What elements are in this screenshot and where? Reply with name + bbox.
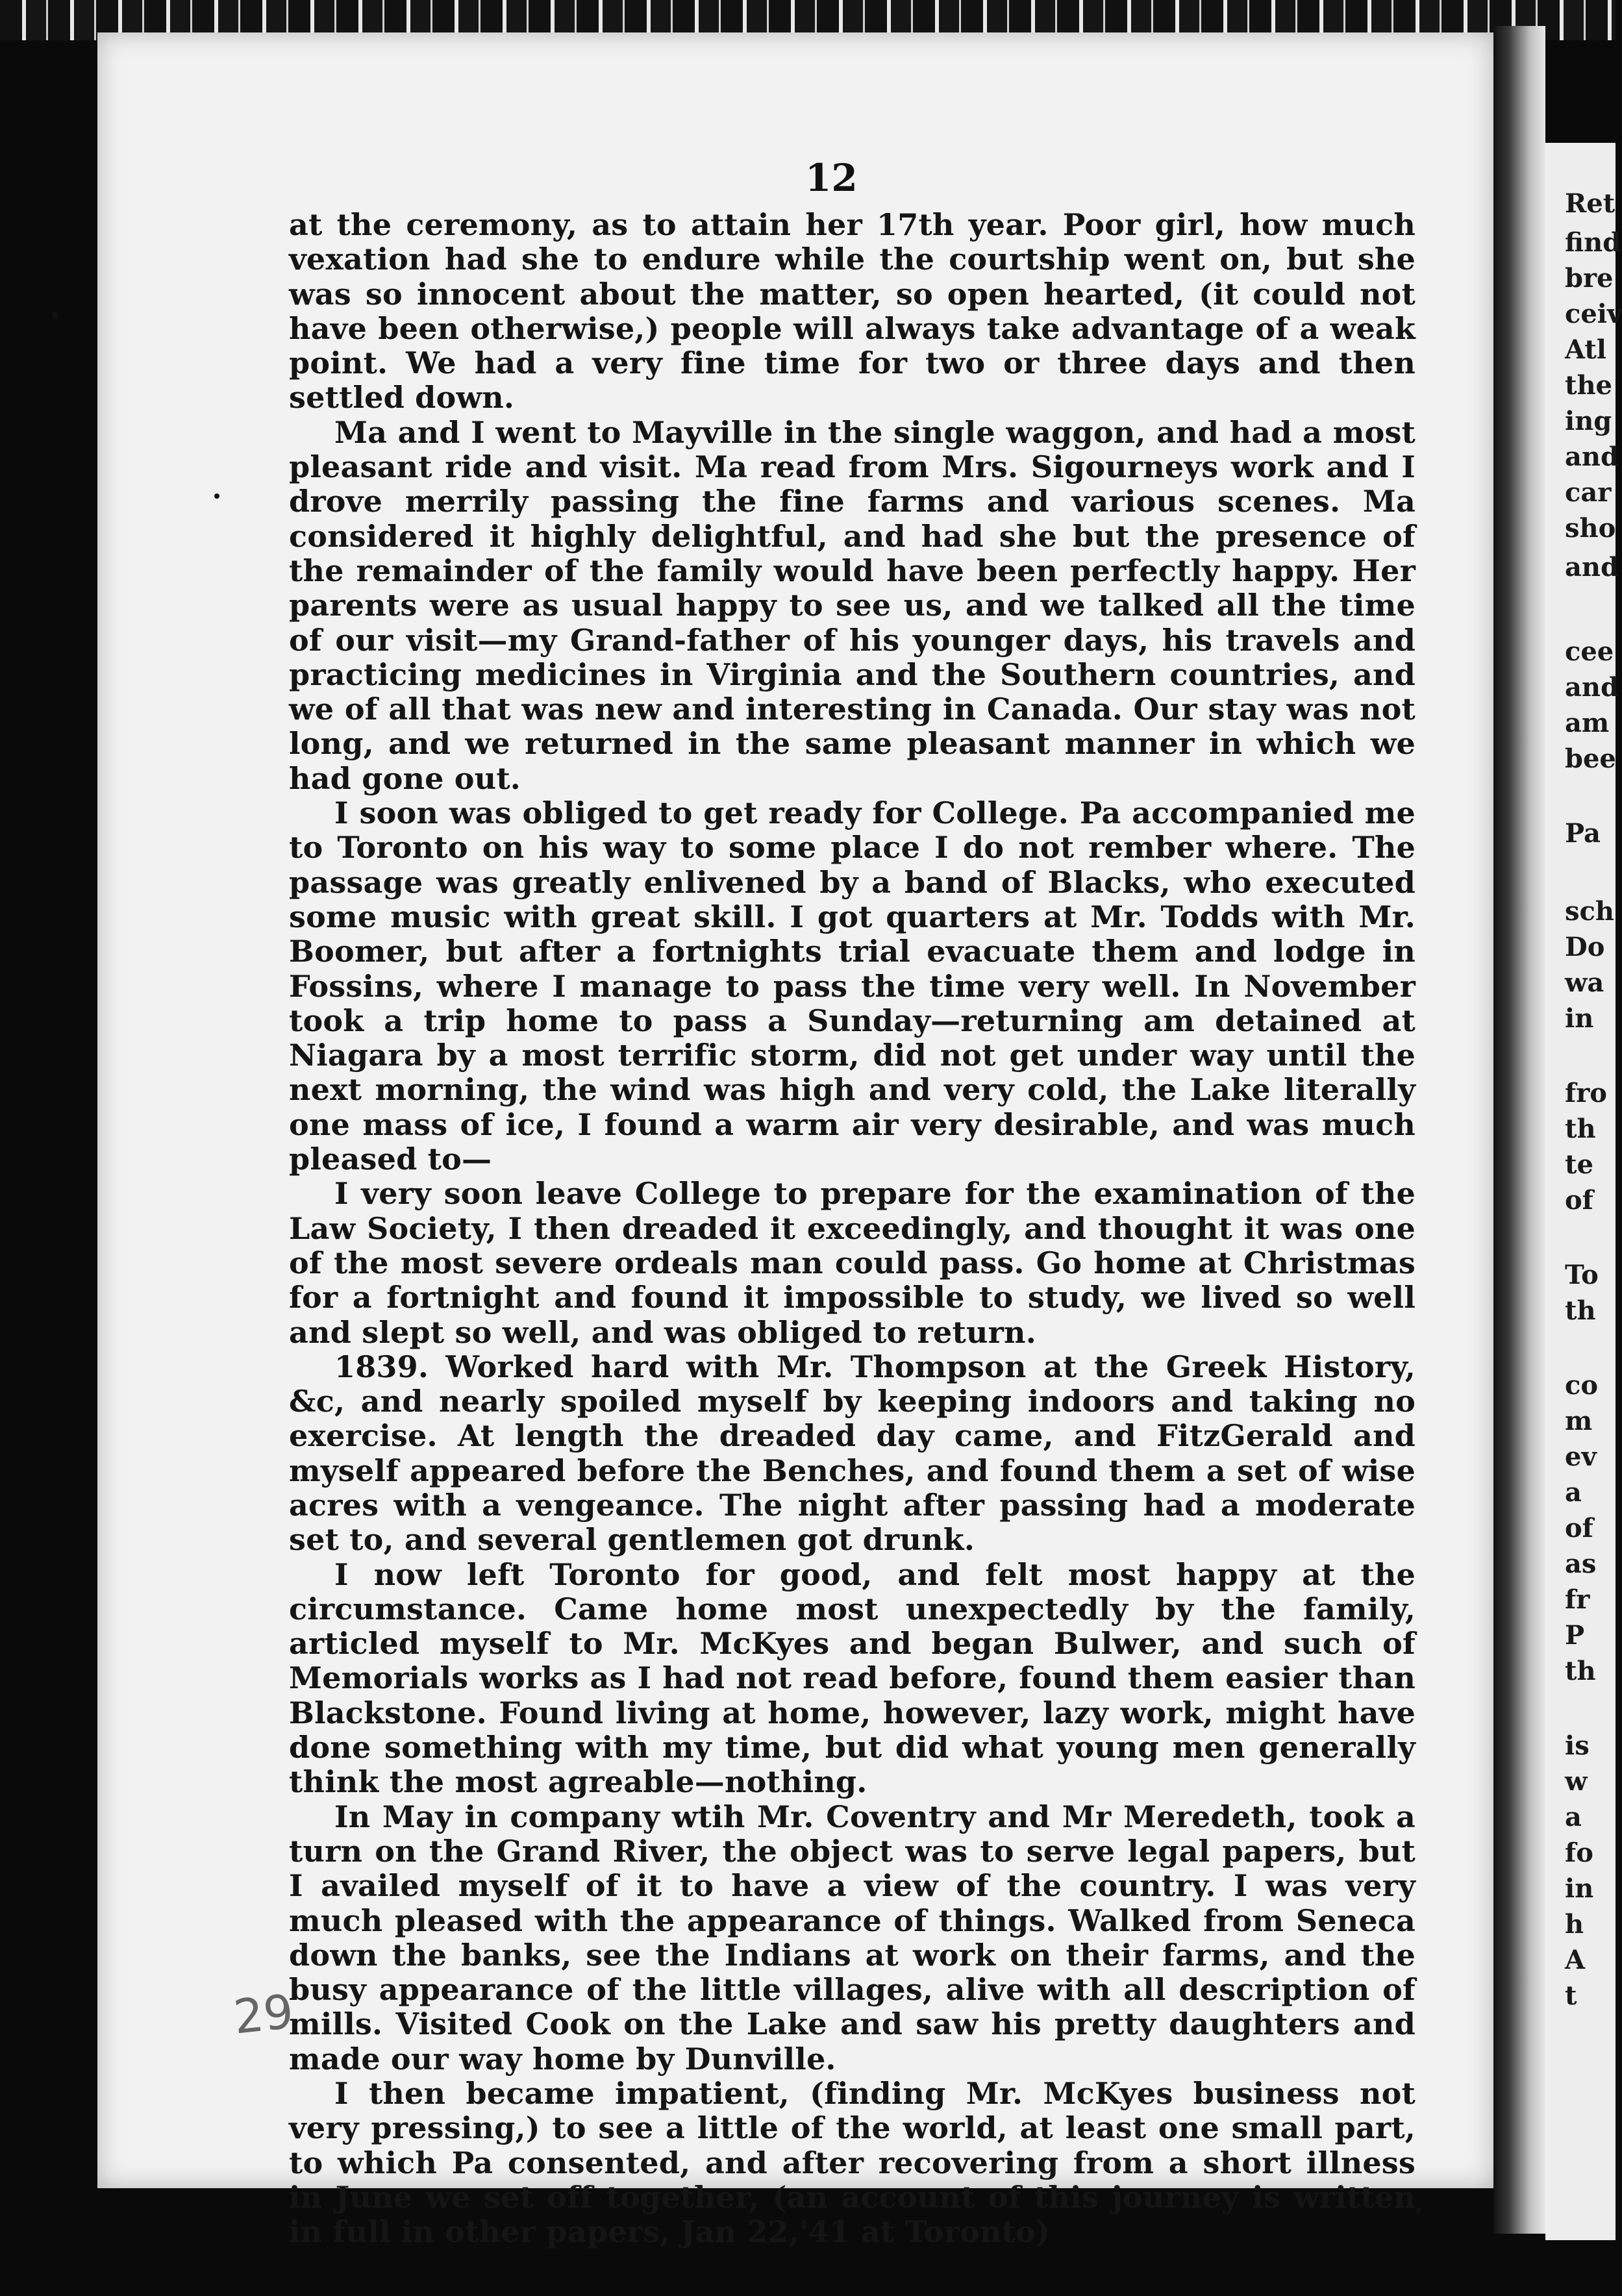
- facing-page-fragment: bee: [1565, 743, 1616, 774]
- facing-page-fragment: is: [1565, 1730, 1590, 1761]
- facing-page-fragment: Ret: [1565, 188, 1616, 219]
- facing-page-fragment: P: [1565, 1620, 1585, 1651]
- facing-page-edge: [1545, 143, 1622, 2240]
- facing-page-fragment: a: [1565, 1477, 1582, 1508]
- facing-page-fragment: w: [1565, 1766, 1588, 1797]
- paragraph: I now left Toronto for good, and felt most happy at the circumstance. Came home most unexpectedly by the family, articled myself to Mr. McKyes and began Bulwer, and such of Memorials works as I had not read before, found them easier than Blackstone. Found living at home, however, lazy work, might have done something with my time, but did what young men generally think the most agreable—nothing.: [289, 1556, 1416, 1800]
- facing-page-fragment: as: [1565, 1549, 1597, 1579]
- paragraph: I soon was obliged to get ready for College. Pa accompanied me to Toronto on his way to some place I do not rember where. The passage was greatly enlivened by a band of Blacks, who executed some music with great skill. I got quarters at Mr. Todds with Mr. Boomer, but after a fortnights trial evacuate them and lodge in Fossins, where I manage to pass the time very well. In November took a trip home to pass a Sunday—returning am detained at Niagara by a most terrific storm, did not get under way until the next morning, the wind was high and very cold, the Lake literally one mass of ice, I found a warm air very desirable, and was much pleased to—: [289, 795, 1416, 1177]
- facing-page-fragment: in: [1565, 1873, 1594, 1904]
- body-text: [289, 208, 1416, 2250]
- paragraph: at the ceremony, as to attain her 17th year. Poor girl, how much vexation had she to endure while the courtship went on, but she was so innocent about the matter, so open hearted, (it could not have been otherwise,) people will always take advantage of a weak point. We had a very fine time for two or three days and then settled down.: [289, 207, 1416, 416]
- facing-page-fragment: and: [1565, 672, 1619, 703]
- facing-page-fragment: th: [1565, 1114, 1596, 1144]
- facing-page-fragment: th: [1565, 1656, 1596, 1686]
- facing-page-fragment: te: [1565, 1149, 1593, 1180]
- facing-page-fragment: fr: [1565, 1584, 1590, 1615]
- facing-page-fragment: th: [1565, 1295, 1596, 1326]
- facing-page-fragment: find: [1565, 227, 1621, 258]
- page-number: 12: [805, 156, 858, 200]
- facing-page-fragment: ing: [1565, 406, 1612, 436]
- paragraph: Ma and I went to Mayville in the single waggon, and had a most pleasant ride and visit. Ma read from Mrs. Sigourneys work and I drove merrily passing the fine farms and various scenes. Ma considered it highly delightful, and had she but the presence of the remainder of the family would have been perfectly happy. Her parents were as usual happy to see us, and we talked all the time of our visit—my Grand-father of his younger days, his travels and practicing medicines in Virginia and the Southern countries, and we of all that was new and interesting in Canada. Our stay was not long, and we returned in the same pleasant manner in which we had gone out.: [289, 414, 1416, 796]
- scan-speck: [1416, 2208, 1421, 2214]
- facing-page-fragment: To: [1565, 1260, 1599, 1290]
- facing-page-fragment: car: [1565, 477, 1612, 508]
- paragraph: In May in company wtih Mr. Coventry and Mr Meredeth, took a turn on the Grand River, the object was to serve legal papers, but I availed myself of it to have a view of the country. I was very much pleased with the appearance of things. Walked from Seneca down the banks, see the Indians at work on their farms, and the busy appearance of the little villages, alive with all description of mills. Visited Cook on the Lake and saw his pretty daughters and made our way home by Dunville.: [289, 1799, 1416, 2077]
- facing-page-fragment: wa: [1565, 967, 1604, 998]
- facing-page-fragment: co: [1565, 1370, 1599, 1401]
- facing-page-fragment: cee: [1565, 636, 1614, 667]
- facing-page-fragment: bre: [1565, 263, 1614, 293]
- facing-page-fragment: fro: [1565, 1078, 1607, 1108]
- book-gutter: [1493, 26, 1545, 2234]
- facing-page-fragment: Do: [1565, 932, 1605, 962]
- facing-page-fragment: A: [1565, 1945, 1586, 1975]
- facing-page-fragment: of: [1565, 1185, 1593, 1216]
- scan-speck: [214, 493, 219, 499]
- facing-page-fragment: fo: [1565, 1838, 1593, 1868]
- facing-page-fragment: Pa: [1565, 818, 1601, 849]
- paragraph: I very soon leave College to prepare for the examination of the Law Society, I then dreaded it exceedingly, and thought it was one of the most severe ordeals man could pass. Go home at Christmas for a fortnight and found it impossible to study, we lived so well and slept so well, and was obliged to return.: [289, 1176, 1416, 1350]
- facing-page-fragment: sch: [1565, 896, 1614, 927]
- facing-page-fragment: in: [1565, 1003, 1594, 1034]
- scan-speck: [52, 312, 58, 319]
- facing-page-fragment: t: [1565, 1980, 1577, 2011]
- paragraph: I then became impatient, (finding Mr. McKyes business not very pressing,) to see a little of the world, at least one small part, to which Pa consented, and after recovering from a short illness in June we set off together, (an account of this journey is written in full in other papers, Jan 22,'41 at Toronto): [289, 2076, 1416, 2250]
- facing-page-fragment: h: [1565, 1909, 1584, 1940]
- facing-page-fragment: Atl: [1565, 334, 1607, 365]
- paragraph: 1839. Worked hard with Mr. Thompson at the Greek History, &c, and nearly spoiled myself by keeping indoors and taking no exercise. At length the dreaded day came, and FitzGerald and myself appeared before the Benches, and found them a set of wise acres with a vengeance. The night after passing had a moderate set to, and several gentlemen got drunk.: [289, 1349, 1416, 1558]
- handwritten-margin-note: 29: [231, 1984, 296, 2045]
- facing-page-fragment: and: [1565, 552, 1619, 582]
- facing-page-fragment: ev: [1565, 1441, 1597, 1472]
- facing-page-fragment: a: [1565, 1802, 1582, 1832]
- facing-page-fragment: m: [1565, 1406, 1593, 1436]
- facing-page-fragment: am: [1565, 708, 1610, 738]
- facing-page-fragment: the: [1565, 370, 1613, 401]
- facing-page-fragment: ceiv: [1565, 299, 1622, 329]
- facing-page-fragment: of: [1565, 1513, 1593, 1543]
- facing-page-fragment: and: [1565, 442, 1619, 472]
- facing-page-fragment: sho: [1565, 513, 1616, 543]
